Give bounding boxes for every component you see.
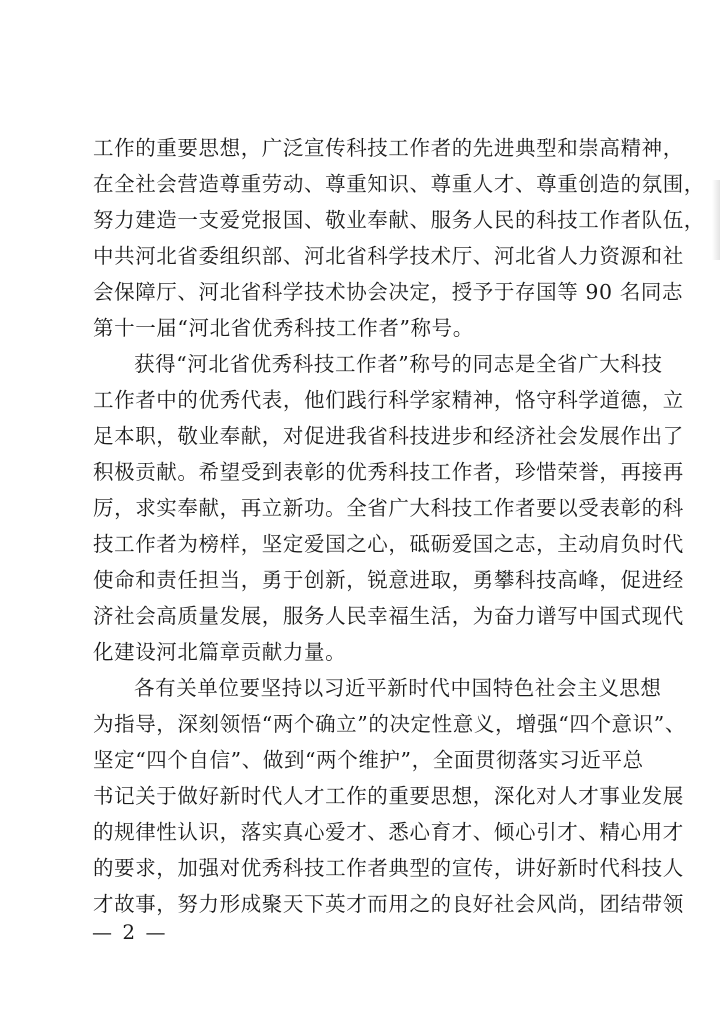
paragraph-start-line: 获得“河北省优秀科技工作者”称号的同志是全省广大科技 [134, 352, 663, 376]
body-line: 会保障厅、河北省科学技术协会决定，授予于存国等 90 名同志 [93, 280, 684, 304]
body-line: 化建设河北篇章贡献力量。 [93, 640, 347, 664]
body-line: 为指导，深刻领悟“两个确立”的决定性意义，增强“四个意识”、 [93, 712, 686, 736]
body-line: 济社会高质量发展，服务人民幸福生活，为奋力谱写中国式现代 [93, 604, 684, 628]
body-line: 努力建造一支爱党报国、敬业奉献、服务人民的科技工作者队伍， [93, 208, 705, 232]
body-line: 的要求，加强对优秀科技工作者典型的宣传，讲好新时代科技人 [93, 856, 684, 880]
body-line: 在全社会营造尊重劳动、尊重知识、尊重人才、尊重创造的氛围， [93, 172, 705, 196]
body-line: 工作者中的优秀代表，他们践行科学家精神，恪守科学道德，立 [93, 388, 684, 412]
body-line: 才故事，努力形成聚天下英才而用之的良好社会风尚，团结带领 [93, 892, 684, 916]
body-line: 工作的重要思想，广泛宣传科技工作者的先进典型和崇高精神， [93, 136, 684, 160]
paragraph-start-line: 各有关单位要坚持以习近平新时代中国特色社会主义思想 [134, 676, 662, 700]
body-line: 中共河北省委组织部、河北省科学技术厅、河北省人力资源和社 [93, 244, 684, 268]
body-line: 书记关于做好新时代人才工作的重要思想，深化对人才事业发展 [93, 784, 684, 808]
body-line: 坚定“四个自信”、做到“两个维护”，全面贯彻落实习近平总 [93, 748, 644, 772]
page-number: — 2 — [92, 920, 168, 944]
body-line: 的规律性认识，落实真心爱才、悉心育才、倾心引才、精心用才 [93, 820, 684, 844]
body-line: 厉，求实奉献，再立新功。全省广大科技工作者要以受表彰的科 [93, 496, 684, 520]
body-line: 第十一届“河北省优秀科技工作者”称号。 [93, 316, 474, 340]
body-line: 积极贡献。希望受到表彰的优秀科技工作者，珍惜荣誉，再接再 [93, 460, 684, 484]
body-line: 使命和责任担当，勇于创新，锐意进取，勇攀科技高峰，促进经 [93, 568, 684, 592]
body-line: 足本职，敬业奉献，对促进我省科技进步和经济社会发展作出了 [93, 424, 684, 448]
body-line: 技工作者为榜样，坚定爱国之心，砥砺爱国之志，主动肩负时代 [93, 532, 684, 556]
